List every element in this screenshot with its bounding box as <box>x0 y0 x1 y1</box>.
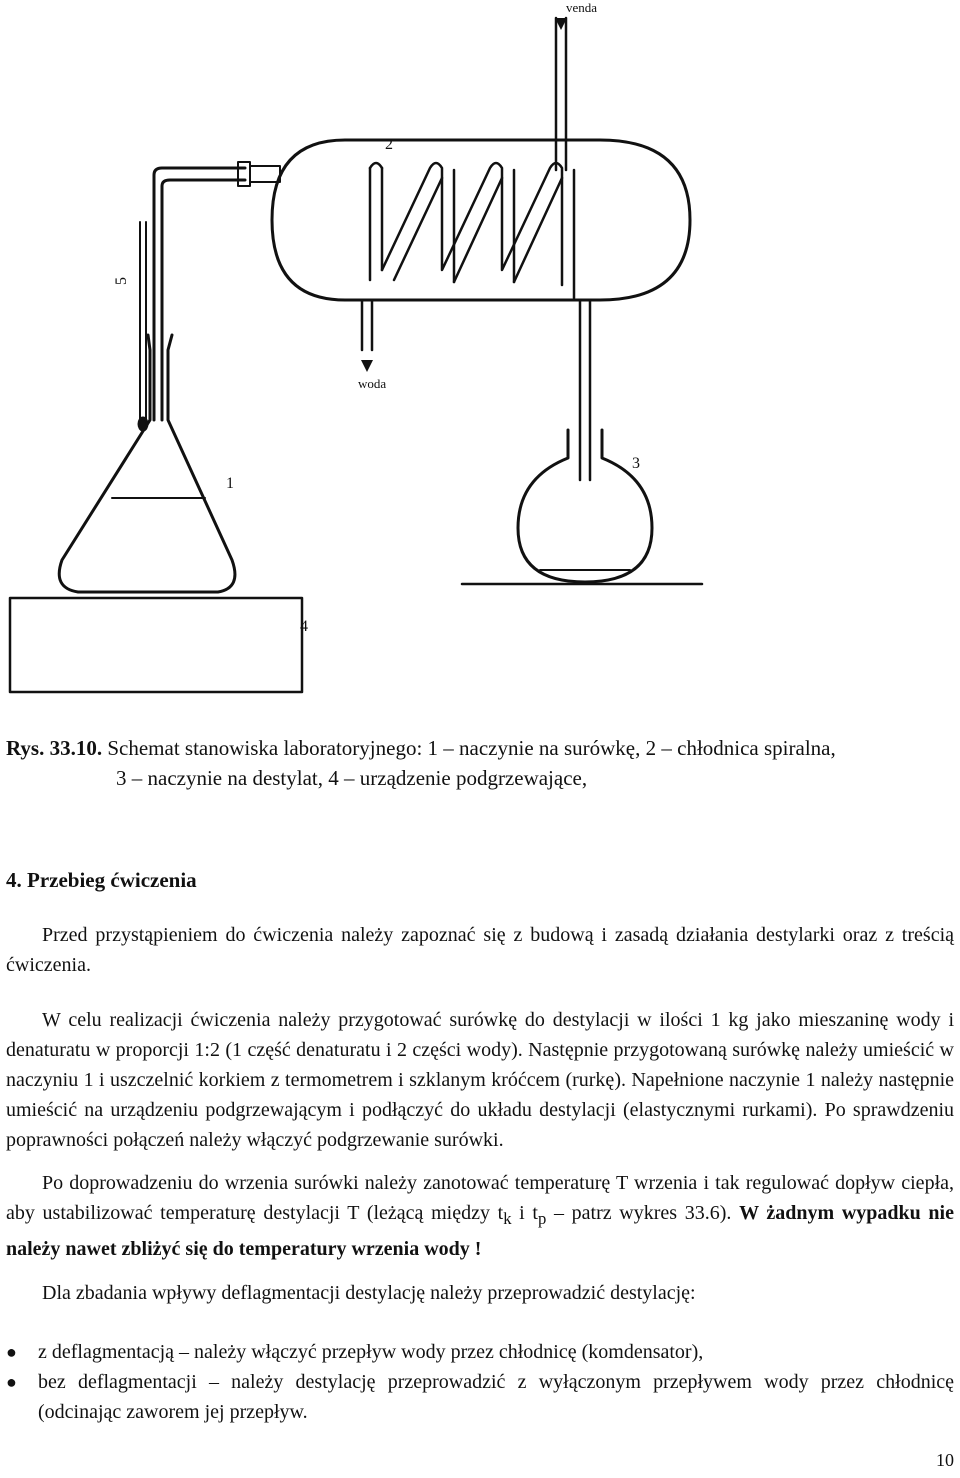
conical-flask <box>59 335 235 592</box>
condenser-body <box>272 140 690 300</box>
label-4: 4 <box>300 618 308 635</box>
bullet-icon: ● <box>6 1342 17 1362</box>
paragraph-4 <box>6 1278 954 1308</box>
bullet-icon: ● <box>6 1372 17 1392</box>
paragraph-1-text: Przed przystąpieniem do ćwiczenia należy zapoznać się z budową i zasadą działania destylarki oraz z treścią ćwiczenia. <box>6 924 954 976</box>
list-item <box>6 1337 954 1367</box>
distillation-apparatus-diagram <box>0 0 960 700</box>
condenser-spiral <box>370 163 574 298</box>
section-heading: 4. Przebieg ćwiczenia <box>6 868 197 892</box>
figure-caption <box>6 733 954 793</box>
round-flask <box>518 430 652 582</box>
subscript-p: p <box>537 1209 547 1228</box>
page-number: 10 <box>936 1450 954 1470</box>
heater-box <box>10 598 302 692</box>
caption-line1: Schemat stanowiska laboratoryjnego: 1 – naczynie na surówkę, 2 – chłodnica spiralna, <box>107 736 836 760</box>
paragraph-1 <box>6 920 954 980</box>
subscript-k: k <box>503 1209 512 1228</box>
paragraph-3-text-b: i t <box>511 1202 538 1224</box>
caption-line2: 3 – naczynie na destylat, 4 – urządzenie podgrzewające, <box>116 766 588 790</box>
label-5: 5 <box>113 277 130 285</box>
list-item-text: z deflagmentacją – należy włączyć przepływ wody przez chłodnicę (komdensator), <box>38 1341 704 1363</box>
bullet-list <box>6 1337 954 1427</box>
paragraph-3-text-c: – patrz wykres 33.6). <box>546 1202 732 1224</box>
paragraph-3-text-a: Po doprowadzeniu do wrzenia surówki należy zanotować temperaturę T wrzenia i tak regulować dopływ ciepła, aby ustabilizować temperaturę destylacji T (leżącą między t <box>6 1172 954 1224</box>
paragraph-3 <box>6 1168 954 1264</box>
list-item <box>6 1367 954 1427</box>
list-item-text: bez deflagmentacji – należy destylację przeprowadzić z wyłączonym przepływem wody przez chłodnicę (odcinając zaworem jej przepływ. <box>38 1371 954 1423</box>
label-3: 3 <box>632 455 640 472</box>
label-1: 1 <box>226 475 234 492</box>
paragraph-2 <box>6 1005 954 1155</box>
paragraph-3-warning: W żadnym wypadku nie należy nawet zbliżyć się do temperatury wrzenia wody ! <box>6 1202 954 1260</box>
paragraph-4-text: Dla zbadania wpływy deflagmentacji destylację należy przeprowadzić destylację: <box>42 1282 696 1304</box>
label-water-outlet: woda <box>358 376 387 391</box>
label-top-inlet: venda <box>566 0 598 15</box>
paragraph-2-text: W celu realizacji ćwiczenia należy przygotować surówkę do destylacji w ilości 1 kg jako mieszaninę wody i denaturatu w proporcji 1:2 (1 część denaturatu i 2 części wody). Następnie przygotowaną surówkę należy umieścić w naczyniu 1 i uszczelnić korkiem z termometrem i szklanym króćcem (rurkę). Napełnione naczynie 1 należy następnie umieścić na urządzeniu podgrzewającym i podłączyć do układu destylacji (elastycznymi rurkami). Po sprawdzeniu poprawności połączeń należy włączyć podgrzewanie surówki. <box>6 1009 954 1151</box>
caption-ref: Rys. 33.10. <box>6 736 103 760</box>
label-2: 2 <box>385 136 393 153</box>
